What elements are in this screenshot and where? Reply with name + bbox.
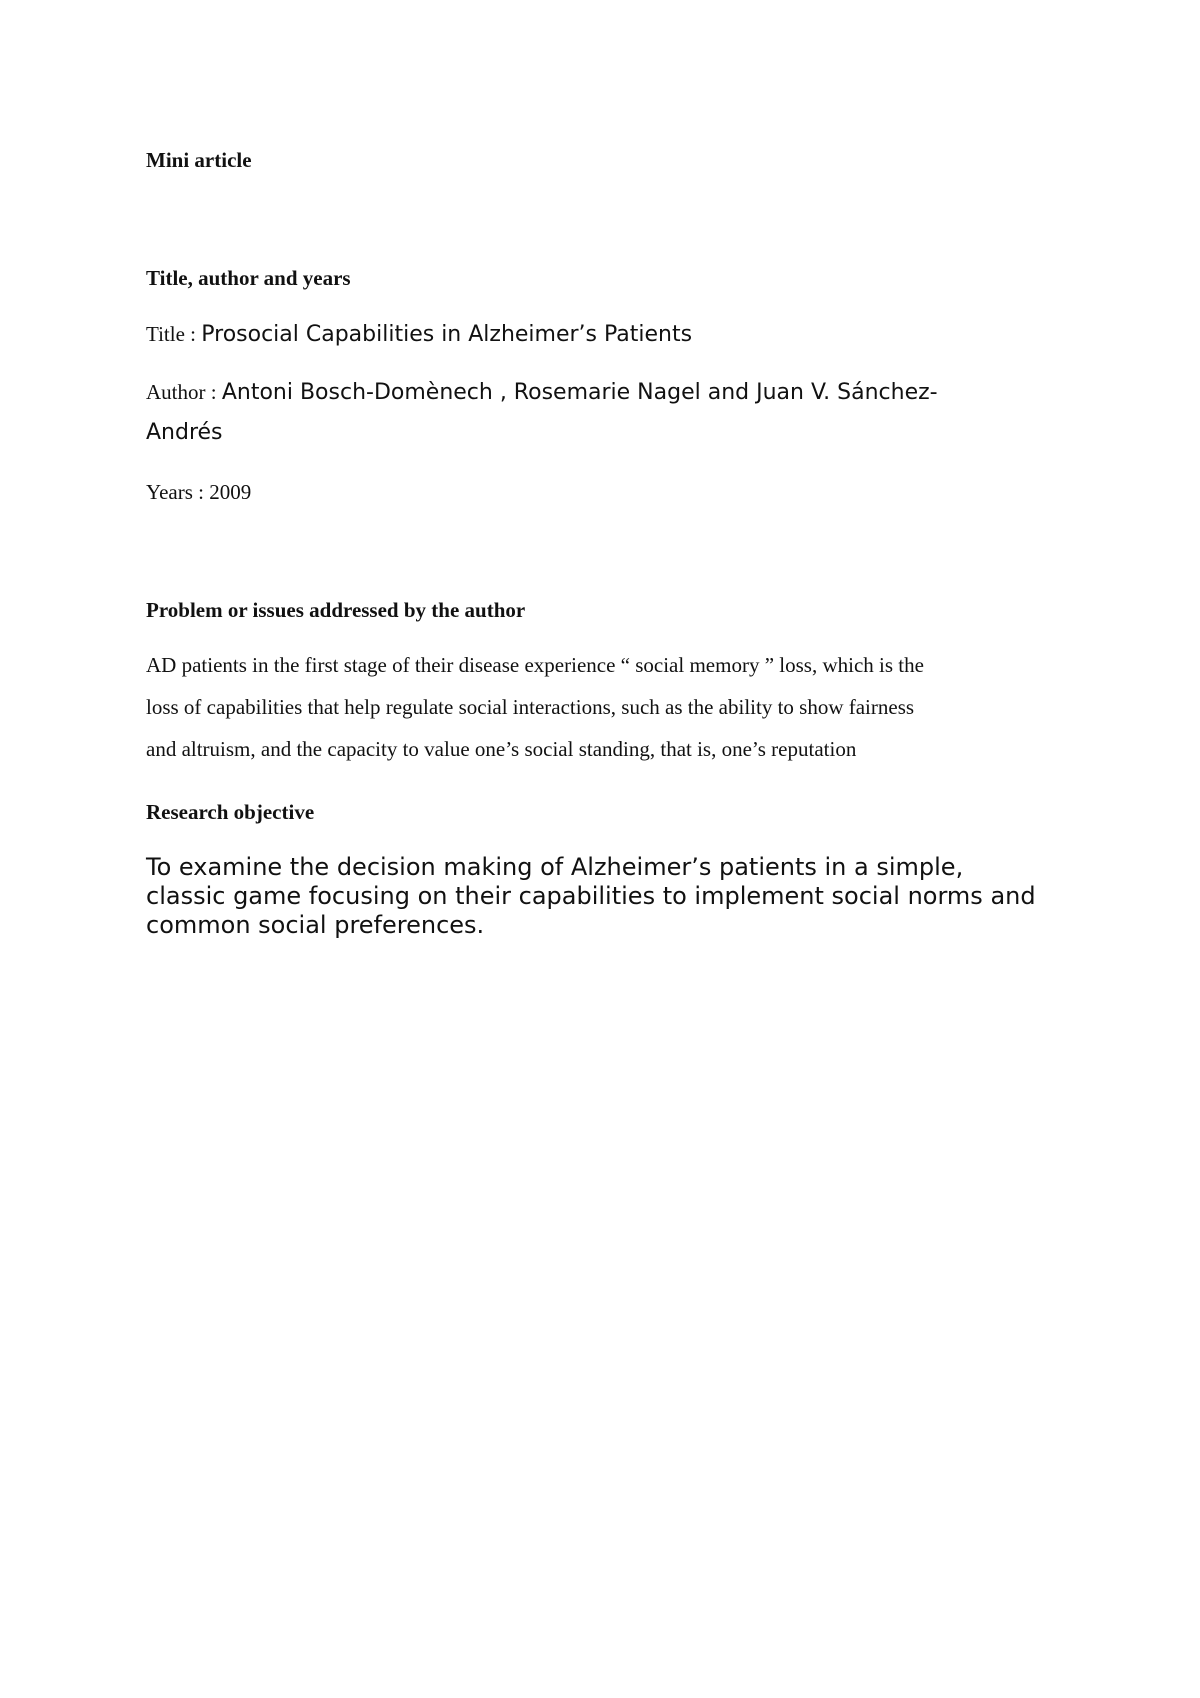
problem-line: AD patients in the first stage of their disease experience “ social memory ” loss, which is the (146, 653, 924, 677)
title-label: Title : (146, 322, 202, 346)
doc-heading: Mini article (146, 148, 252, 172)
objective-line: To examine the decision making of Alzheimer’s patients in a simple, (146, 853, 964, 881)
author-value-line1: Antoni Bosch-Domènech , Rosemarie Nagel and Juan V. Sánchez- (221, 380, 938, 405)
section-heading-title-author-years: Title, author and years (146, 266, 351, 290)
author-line (146, 380, 938, 405)
author-label: Author : (146, 380, 222, 404)
years-label: Years : (146, 480, 210, 504)
objective-line: classic game focusing on their capabilities to implement social norms and (146, 882, 1036, 910)
author-value-line2: Andrés (146, 420, 223, 445)
problem-line: loss of capabilities that help regulate social interactions, such as the ability to show fairness (146, 695, 915, 719)
years-line (146, 480, 251, 505)
objective-line: common social preferences. (146, 911, 485, 939)
section-heading-problem: Problem or issues addressed by the author (146, 598, 526, 622)
problem-line: and altruism, and the capacity to value one’s social standing, that is, one’s reputation (146, 737, 857, 761)
title-line (146, 322, 692, 347)
section-heading-research-objective: Research objective (146, 800, 315, 824)
problem-paragraph (146, 644, 1066, 770)
objective-paragraph (146, 853, 1086, 940)
years-value: 2009 (209, 480, 252, 504)
author-line-continued (146, 420, 223, 445)
title-value: Prosocial Capabilities in Alzheimer’s Patients (201, 322, 693, 347)
